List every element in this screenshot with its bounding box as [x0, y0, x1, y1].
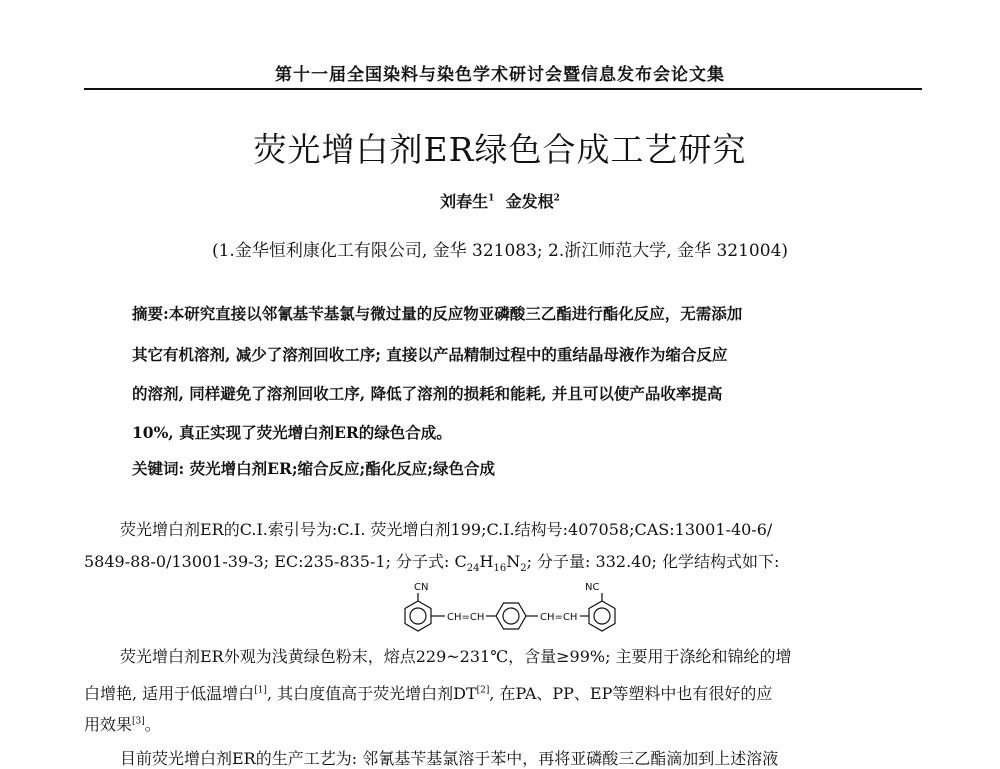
- aromatic-circle-center: [503, 608, 519, 624]
- benzene-ring-center: [496, 603, 526, 629]
- body-line-4: [84, 681, 772, 704]
- abstract-line-4: 10%, 真正实现了荧光增白剂ER的绿色合成。: [132, 423, 452, 442]
- formula-n-element: N: [506, 552, 521, 571]
- body-line-1: 荧光增白剂ER的C.I.索引号为:C.I. 荧光增白剂199;C.I.结构号:407058;CAS:13001-40-6/: [120, 520, 773, 539]
- body-line-3: 荧光增白剂ER外观为浅黄绿色粉末，熔点229~231℃，含量≥99%; 主要用于涤纶和锦纶的增: [120, 647, 792, 666]
- author-1-name: 刘春生: [440, 192, 489, 211]
- citation-2: [2]: [476, 685, 490, 696]
- body-line-4-middle: , 其白度值高于荧光增白剂DT: [266, 684, 477, 703]
- running-header: 第十一届全国染料与染色学术研讨会暨信息发布会论文集: [275, 65, 725, 85]
- abstract-line-1: [132, 302, 742, 324]
- body-line-5-start: 用效果: [84, 715, 133, 734]
- keywords-text: 荧光增白剂ER;缩合反应;酯化反应;绿色合成: [189, 459, 496, 478]
- benzene-ring-left: [405, 601, 431, 631]
- vinylene-label-right: CH=CH: [540, 612, 578, 623]
- aromatic-circle-right: [594, 608, 610, 624]
- author-2-mark: 2: [553, 193, 560, 204]
- formula-n-count: 2: [520, 563, 527, 575]
- benzene-ring-right: [589, 601, 615, 631]
- author-2-name: 金发根: [505, 192, 554, 211]
- abstract-text-1: 本研究直接以邻氰基苄基氯与微过量的反应物亚磷酸三乙酯进行酯化反应，无需添加: [168, 304, 743, 323]
- body-line-5-end: 。: [144, 715, 161, 734]
- author-line: [0, 189, 1000, 212]
- body-line-5: [84, 712, 161, 735]
- formula-h-count: 16: [493, 563, 507, 575]
- cn-label-left: CN: [414, 582, 429, 593]
- body-line-2-start: 5849-88-0/13001-39-3; EC:235-835-1; 分子式: C: [84, 552, 467, 571]
- paper-title: 荧光增白剂ER绿色合成工艺研究: [253, 130, 747, 169]
- cn-label-right: NC: [585, 582, 600, 593]
- citation-1: [1]: [254, 685, 267, 696]
- keywords-label: 关键词:: [132, 459, 185, 478]
- body-line-4-start: 白增艳, 适用于低温增白: [84, 684, 255, 703]
- abstract-label: 摘要:: [132, 304, 169, 323]
- formula-h-element: H: [479, 552, 494, 571]
- body-line-2: [84, 549, 779, 574]
- author-1-mark: 1: [488, 193, 495, 204]
- keywords-line: [132, 457, 495, 479]
- aromatic-circle-left: [410, 608, 426, 624]
- body-line-4-end: , 在PA、PP、EP等塑料中也有很好的应: [489, 684, 773, 703]
- abstract-line-2: 其它有机溶剂, 减少了溶剂回收工序; 直接以产品精制过程中的重结晶母液作为缩合反应: [132, 345, 728, 364]
- formula-c-count: 24: [466, 563, 480, 575]
- body-line-2-end: ; 分子量: 332.40; 化学结构式如下:: [526, 552, 780, 571]
- affiliation-line: (1.金华恒利康化工有限公司, 金华 321083; 2.浙江师范大学, 金华 321004): [211, 241, 789, 261]
- citation-3: [3]: [132, 716, 145, 727]
- body-line-6: 目前荧光增白剂ER的生产工艺为: 邻氰基苄基氯溶于苯中，再将亚磷酸三乙酯滴加到上述溶液: [120, 749, 779, 768]
- chemical-structure: [392, 580, 640, 636]
- abstract-line-3: 的溶剂, 同样避免了溶剂回收工序, 降低了溶剂的损耗和能耗, 并且可以使产品收率提高: [132, 384, 723, 403]
- header-rule: [84, 88, 922, 90]
- vinylene-label-left: CH=CH: [447, 612, 485, 623]
